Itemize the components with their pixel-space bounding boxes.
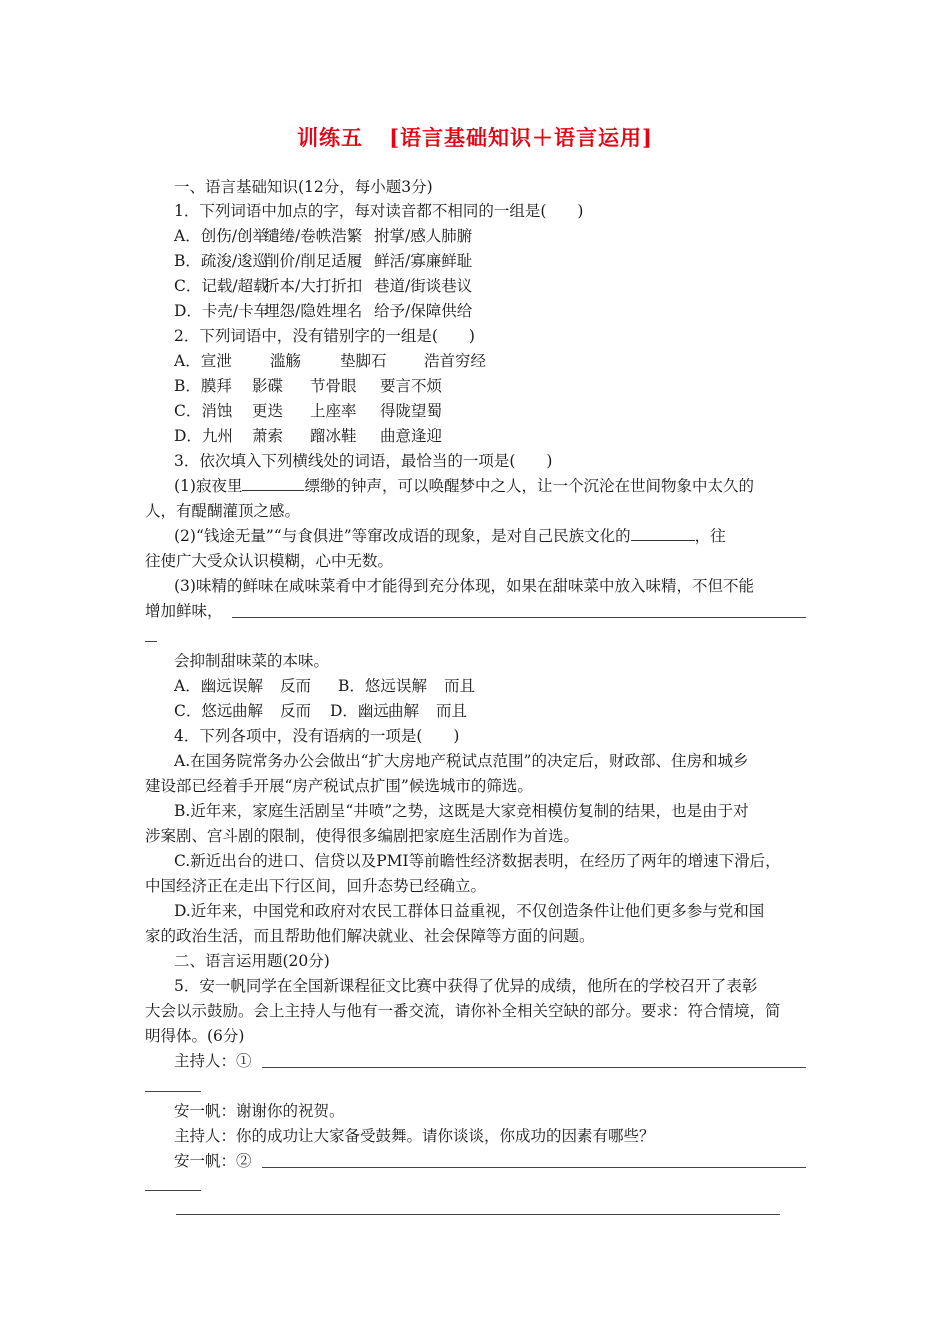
q1-option-d: D．卡壳/卡车埋怨/隐姓埋名 给予/保障供给	[174, 302, 473, 320]
q3-sentence3-end: 会抑制甜味菜的本味。	[174, 652, 330, 670]
q3-sentence3: (3)味精的鲜味在咸味菜肴中才能得到充分体现，如果在甜味菜中放入味精，不但不能	[174, 577, 754, 595]
q5-stem-end: 明得体。(6分)	[145, 1027, 245, 1045]
q2-option-d: D．九州 萧索 蹓冰鞋 曲意逢迎	[174, 427, 443, 445]
section2-header: 二、语言运用题(20分)	[174, 952, 330, 970]
q3-blank-3-cont[interactable]	[145, 641, 157, 642]
q5-stem-cont: 大会以示鼓励。会上主持人与他有一番交流，请你补全相关空缺的部分。要求：符合情境，简	[145, 1002, 781, 1020]
q3-blank-3[interactable]	[232, 617, 806, 618]
q4-option-b: B.近年来，家庭生活剧呈“井喷”之势，这既是大家竞相模仿复制的结果，也是由于对	[174, 802, 749, 820]
q5-answer-blank-1-cont[interactable]	[145, 1091, 201, 1092]
q5-answer-blank-3[interactable]	[176, 1214, 780, 1215]
title-lesson: 训练五	[297, 125, 364, 150]
title-topic: [语言基础知识＋语言运用]	[389, 125, 653, 150]
section1-header: 一、语言基础知识(12分，每小题3分)	[174, 178, 433, 196]
q4-option-d-cont: 家的政治生活，而且帮助他们解决就业、社会保障等方面的问题。	[145, 927, 595, 945]
page-title	[0, 122, 950, 152]
q5-stem: 5．安一帆同学在全国新课程征文比赛中获得了优异的成绩，他所在的学校召开了表彰	[174, 977, 758, 995]
q2-option-c: C．消蚀 更迭 上座率 得陇望蜀	[174, 402, 443, 420]
q1-option-b: B．疏浚/逡巡削价/削足适履 鲜活/寡廉鲜耻	[174, 252, 473, 270]
q4-option-a: A.在国务院常务办公会做出“扩大房地产税试点范围”的决定后，财政部、住房和城乡	[174, 752, 749, 770]
q3-blank-2[interactable]	[631, 526, 695, 541]
q4-option-c: C.新近出台的进口、信贷以及PMI等前瞻性经济数据表明，在经历了两年的增速下滑后，	[174, 852, 781, 870]
q1-stem: 1．下列词语中加点的字，每对读音都不相同的一组是( )	[174, 202, 584, 220]
q4-option-d: D.近年来，中国党和政府对农民工群体日益重视，不仅创造条件让他们更多参与党和国	[174, 902, 765, 920]
q4-stem: 4．下列各项中，没有语病的一项是( )	[174, 727, 460, 745]
q5-reply-line-1: 安一帆：谢谢你的祝贺。	[174, 1102, 345, 1120]
q2-option-b: B．膜拜 影碟 节骨眼 要言不烦	[174, 377, 443, 395]
q3-blank-1[interactable]	[242, 476, 304, 491]
q3-sentence1-cont: 人，有醍醐灌顶之感。	[145, 502, 301, 520]
q5-reply-line-2: 安一帆：②	[174, 1152, 252, 1170]
q5-answer-blank-1[interactable]	[262, 1067, 806, 1068]
q3-sentence2-cont: 往使广大受众认识模糊，心中无数。	[145, 552, 394, 570]
q2-stem: 2．下列词语中，没有错别字的一组是( )	[174, 327, 475, 345]
q5-answer-blank-2-cont[interactable]	[145, 1190, 201, 1191]
q2-option-a: A．宣泄 滥觞 垫脚石 浩首穷经	[174, 352, 487, 370]
q1-option-a: A．创伤/创举缱绻/卷帙浩繁 拊掌/感人肺腑	[174, 227, 473, 245]
q4-option-a-cont: 建设部已经着手开展“房产税试点扩围”候选城市的筛选。	[145, 777, 533, 795]
q5-host-line-1: 主持人：①	[174, 1052, 252, 1070]
q3-sentence2: (2)“钱途无量”“与食俱进”等窜改成语的现象，是对自己民族文化的 ，往	[174, 527, 726, 545]
q3-stem: 3．依次填入下列横线处的词语，最恰当的一项是( )	[174, 452, 553, 470]
q4-option-c-cont: 中国经济正在走出下行区间，回升态势已经确立。	[145, 877, 487, 895]
q1-option-c: C．记载/超载折本/大打折扣 巷道/街谈巷议	[174, 277, 473, 295]
q4-option-b-cont: 涉案剧、宫斗剧的限制，使得很多编剧把家庭生活剧作为首选。	[145, 827, 580, 845]
q5-answer-blank-2[interactable]	[262, 1167, 806, 1168]
q5-host-line-2: 主持人：你的成功让大家备受鼓舞。请你谈谈，你成功的因素有哪些？	[174, 1127, 655, 1145]
q3-sentence1: (1)寂夜里 缥缈的钟声，可以唤醒梦中之人，让一个沉沦在世间物象中太久的	[174, 477, 754, 495]
q3-options-ab: A．幽远误解 反而 B．悠远误解 而且	[174, 677, 476, 695]
q3-sentence3-cont: 增加鲜味，	[145, 602, 223, 620]
q3-options-cd: C．悠远曲解 反而 D．幽远曲解 而且	[174, 702, 468, 720]
